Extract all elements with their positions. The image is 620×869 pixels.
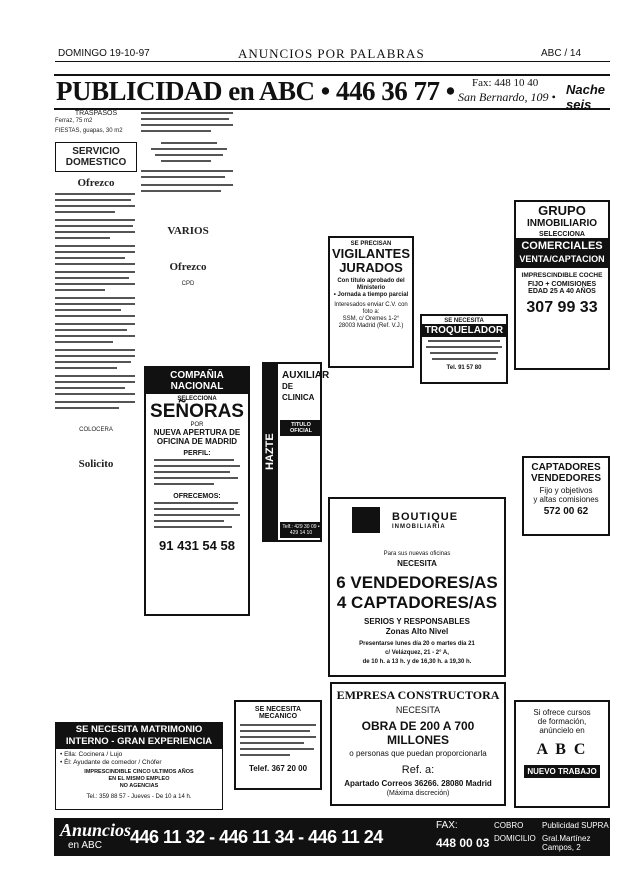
constructora-maxima: (Máxima discreción): [386, 790, 450, 797]
matrimonio-phone: Tel.: 359 88 57 - Jueves - De 10 a 14 h.: [86, 794, 192, 800]
ofrezco-heading: Ofrezco: [77, 176, 115, 189]
constructora-title: EMPRESA CONSTRUCTORA: [336, 688, 500, 702]
colocera-heading: COLOCERA: [79, 427, 113, 433]
bottom-fax: 448 00 03: [436, 836, 490, 850]
vigilantes-title: VIGILANTES: [331, 246, 410, 261]
column-1: [55, 110, 137, 710]
cobro-label: COBRO: [494, 821, 524, 830]
selecciona-label: SELECCIONA: [177, 396, 217, 402]
matrimonio-req: EN EL MISMO EMPLEO: [108, 776, 170, 782]
se-precisan: SE PRECISAN: [350, 241, 392, 247]
boutique-para: Para sus nuevas oficinas: [383, 551, 451, 557]
constructora-ad: [330, 682, 506, 806]
fijo-objetivos: Fijo y objetivos: [539, 486, 593, 495]
issue-date: DOMINGO 19-10-97: [58, 48, 150, 59]
constructora-ref: Ref. a:: [401, 764, 435, 776]
oficina-label: OFICINA DE MADRID: [156, 437, 238, 446]
boutique-captadores: 4 CAPTADORES/AS: [336, 593, 498, 612]
en-abc-label: en ABC: [68, 840, 102, 851]
boutique-name: BOUTIQUE: [392, 511, 459, 523]
mecanico-text-block: [236, 720, 320, 764]
captadores-ad: [522, 456, 610, 536]
matrimonio-req: IMPRESCINDIBLE CINCO ULTIMOS AÑOS: [84, 769, 194, 775]
varios-heading: VARIOS: [167, 225, 209, 237]
vigilantes-ad: [328, 236, 414, 368]
constructora-apartado: Apartado Correos 36266. 28080 Madrid: [344, 779, 492, 788]
troquelador-title: TROQUELADOR: [422, 324, 506, 337]
vigilantes-address: SSM, c/ Oremes 1-2°: [342, 316, 400, 322]
auxiliar-phone: Telf.: 429 30 09 • 429 14 10: [280, 522, 322, 538]
matrimonio-el: • Él: Ayudante de comedor / Chófer: [60, 759, 162, 766]
inmobiliario-title: INMOBILIARIO: [527, 218, 597, 229]
section-title: ANUNCIOS POR PALABRAS: [238, 46, 425, 61]
boutique-serios: SERIOS Y RESPONSABLES: [364, 617, 470, 626]
ofrecemos-text-block: [146, 500, 248, 534]
mecanico-phone: Telef. 367 20 00: [248, 764, 308, 773]
compania-title: NACIONAL: [170, 381, 224, 392]
titulo-oficial: TITULO OFICIAL: [280, 420, 322, 436]
matrimonio-req: NO AGENCIAS: [119, 783, 159, 789]
compania-title: COMPAÑIA: [170, 370, 224, 381]
troquelador-se-necesita: SE NECESITA: [444, 318, 484, 324]
matrimonio-title: SE NECESITA MATRIMONIO: [75, 724, 203, 735]
column-2: [141, 110, 235, 360]
vigilantes-jornada: • Jornada a tiempo parcial: [333, 292, 409, 298]
boutique-sub: INMOBILIARIA: [392, 524, 446, 530]
classified-text-block: [141, 110, 235, 220]
traspaso-item: FIESTAS, guapas, 30 m2: [55, 128, 123, 134]
apertura-label: NUEVA APERTURA DE: [153, 428, 241, 437]
vigilantes-req: Con título aprobado del Ministerio: [337, 278, 405, 291]
boutique-vendedores: 6 VENDEDORES/AS: [336, 573, 498, 592]
solicito-heading: Solicito: [78, 457, 114, 470]
banner-fax: Fax: 448 10 40: [472, 77, 539, 89]
por-label: POR: [190, 422, 204, 428]
vendedores-title: VENDEDORES: [530, 473, 601, 484]
venta-captacion: VENTA/CAPTACION: [519, 254, 605, 264]
edad-req: EDAD 25 A 40 AÑOS: [528, 288, 596, 295]
bottom-banner: [54, 818, 610, 856]
jurados-title: JURADOS: [339, 260, 403, 275]
perfil-label: PERFIL:: [183, 450, 211, 457]
nache-logo: Nache seis: [566, 82, 606, 112]
bottom-phones: 446 11 32 - 446 11 34 - 446 11 24: [130, 827, 383, 847]
troquelador-text-block: [422, 337, 506, 365]
anuncios-label: Anuncios: [60, 820, 132, 840]
publicidad-banner: [54, 74, 610, 110]
comerciales-title: COMERCIALES: [521, 240, 603, 252]
mecanico-title: SE NECESITA MECANICO: [254, 706, 302, 720]
auxiliar-clinica-ad: [262, 362, 330, 542]
abc-logo: A B C: [536, 741, 588, 758]
selecciona-label-2: SELECCIONA: [539, 231, 585, 238]
compania-nacional-ad: [144, 366, 250, 616]
hazte-label: HAZTE: [264, 364, 278, 540]
publicidad-supra: Publicidad SUPRA: [542, 821, 609, 830]
boutique-presentarse: Presentarse lunes día 20 o martes día 21: [359, 641, 475, 647]
banner-title: PUBLICIDAD en ABC • 446 36 77 •: [56, 76, 455, 106]
nuevo-trabajo: NUEVO TRABAJO: [524, 765, 600, 778]
bottom-fax-label: FAX:: [436, 820, 458, 831]
grupo-title: GRUPO: [538, 203, 586, 218]
grupo-phone: 307 99 33: [526, 299, 598, 316]
ofrezco-heading-2: Ofrezco: [169, 260, 207, 273]
perfil-text-block: [146, 457, 248, 491]
banner-address: San Bernardo, 109 •: [458, 90, 556, 104]
senoras-title: SEÑORAS: [150, 401, 244, 422]
troquelador-phone: Tel. 91 57 80: [446, 365, 482, 371]
compania-phone: 91 431 54 58: [159, 538, 235, 553]
cpd-label: CPD: [181, 281, 195, 287]
header-rule: [55, 61, 610, 62]
cursos-line: Si ofrece cursos: [533, 708, 591, 717]
traspaso-item: Ferraz, 75 m2: [55, 117, 93, 124]
cursos-line: anúncielo en: [539, 726, 585, 735]
clinica-title: DE CLINICA: [282, 382, 315, 402]
constructora-obra: OBRA DE 200 A 700 MILLONES: [361, 719, 475, 747]
vigilantes-cv: Interesados enviar C.V. con foto a:: [334, 302, 408, 315]
servicio-domestico-heading: SERVICIO DOMESTICO: [55, 142, 137, 172]
traspasos-heading: TRASPASOS: [74, 110, 118, 117]
classified-text-block: [55, 191, 137, 421]
troquelador-ad: [420, 314, 508, 384]
altas-comisiones: y altas comisiones: [533, 495, 599, 504]
vigilantes-ref: 28003 Madrid (Ref. V.J.): [338, 323, 404, 329]
page-number: ABC / 14: [541, 48, 582, 59]
constructora-o: o personas que puedan proporcionarla: [349, 749, 487, 758]
domicilio-label: DOMICILIO: [494, 834, 536, 843]
boutique-calle: c/ Velázquez, 21 - 2° A,: [385, 650, 449, 656]
matrimonio-ella: • Ella: Cocinera / Lujo: [60, 751, 123, 758]
auxiliar-title: AUXILIAR: [282, 370, 330, 381]
cursos-line: de formación,: [537, 717, 587, 726]
boutique-logo-icon: [352, 507, 380, 533]
grupo-inmobiliario-ad: [514, 200, 610, 370]
ofrecemos-label: OFRECEMOS:: [173, 493, 221, 500]
boutique-ad: [328, 497, 506, 677]
captadores-title: CAPTADORES: [531, 462, 601, 473]
cursos-ad: [514, 700, 610, 808]
matrimonio-subtitle: INTERNO - GRAN EXPERIENCIA: [65, 736, 213, 747]
coche-req: IMPRESCINDIBLE COCHE: [521, 272, 603, 279]
boutique-zonas: Zonas Alto Nivel: [385, 627, 449, 636]
constructora-necesita: NECESITA: [395, 705, 441, 715]
fijo-comisiones: FIJO + COMISIONES: [527, 281, 597, 288]
boutique-necesita: NECESITA: [397, 559, 437, 568]
captadores-phone: 572 00 62: [543, 506, 589, 517]
bottom-address: Gral.Martínez Campos, 2: [542, 834, 591, 852]
boutique-horas: de 10 h. a 13 h. y de 16,30 h. a 19,30 h.: [362, 659, 472, 665]
mecanico-ad: [234, 700, 322, 790]
matrimonio-ad: [55, 722, 223, 810]
